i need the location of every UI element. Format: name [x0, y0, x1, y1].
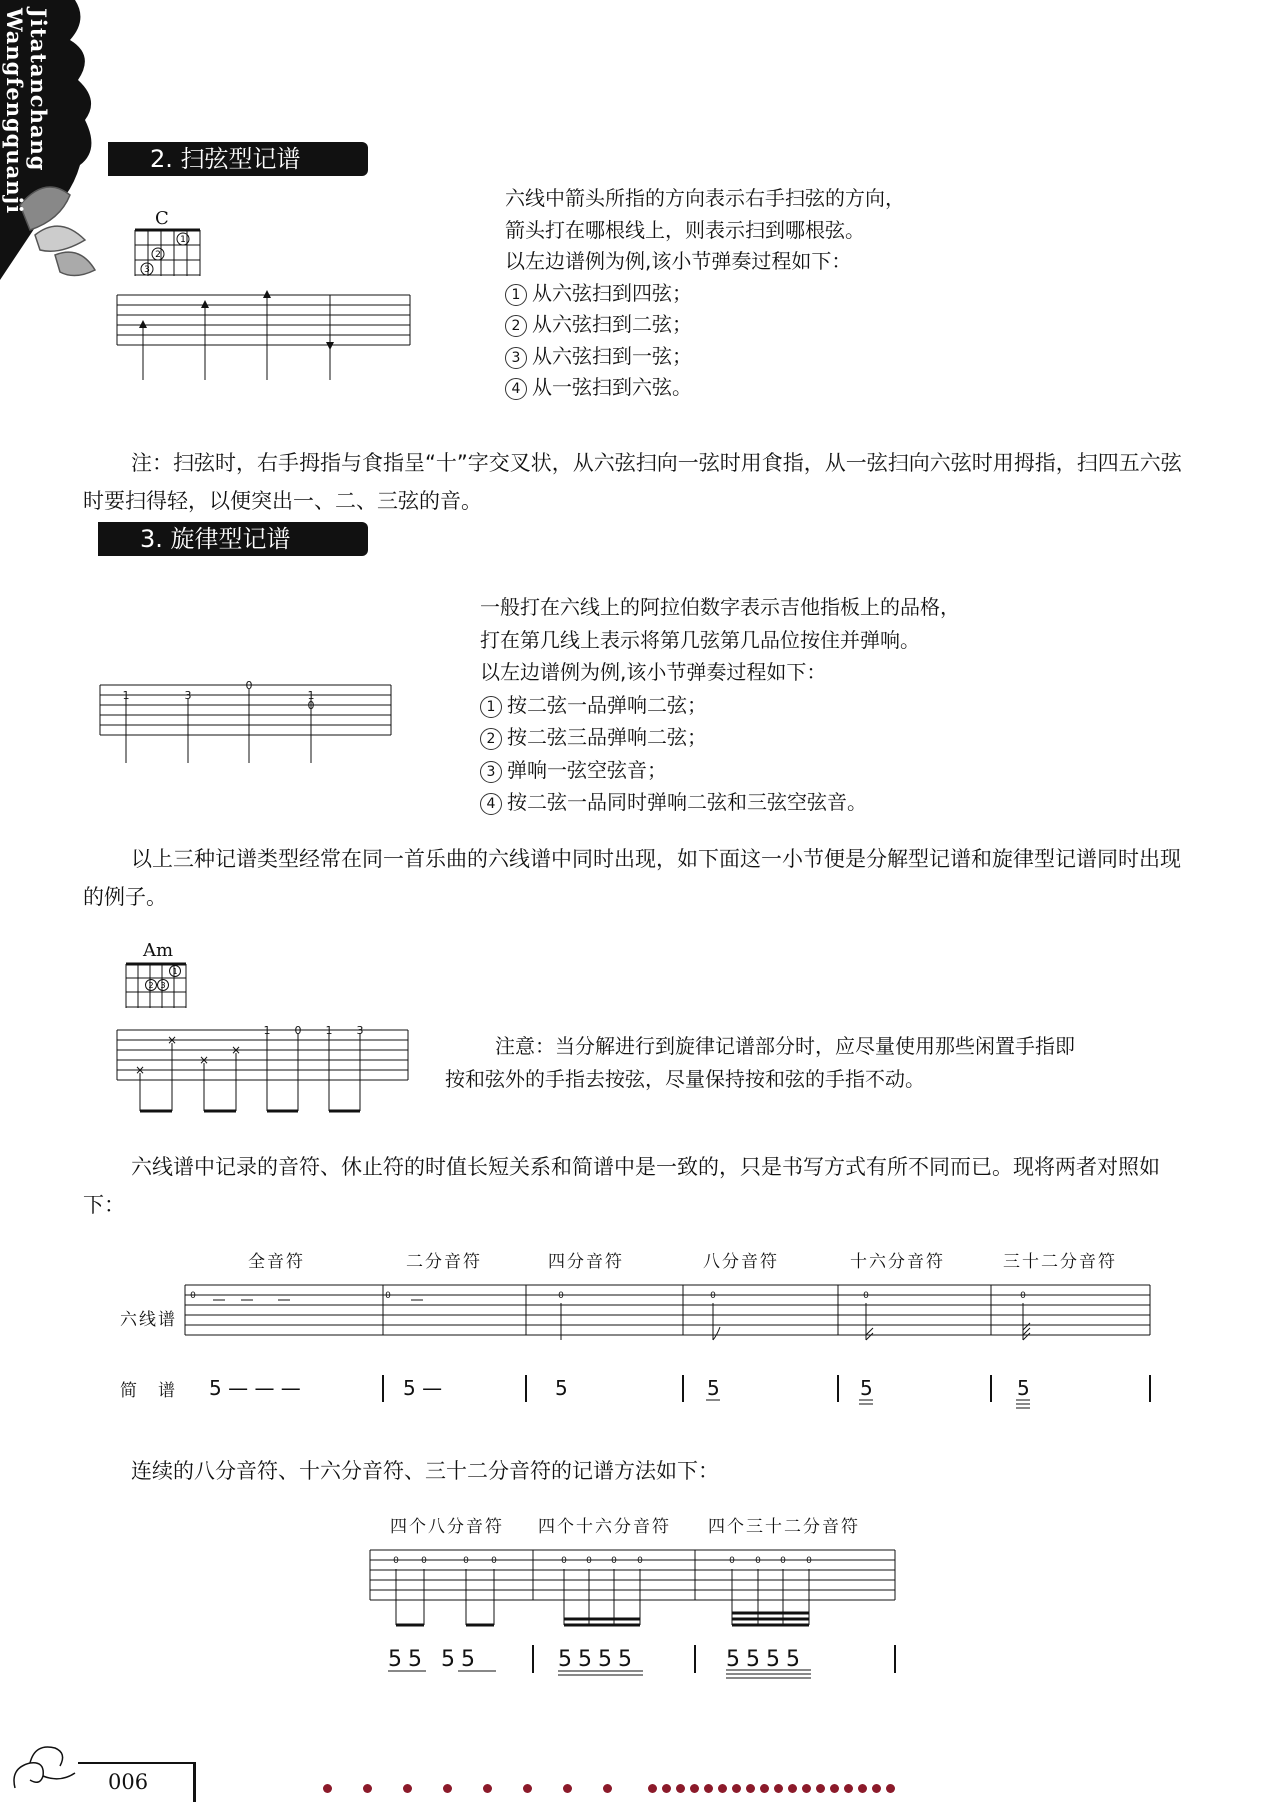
jianpu-sixteenth: 5 — [860, 1376, 873, 1400]
step-number: 1 — [505, 284, 527, 306]
svg-text:0: 0 — [558, 1291, 564, 1301]
strum-step — [505, 341, 1125, 373]
svg-text:0: 0 — [863, 1291, 869, 1301]
svg-text:×: × — [134, 1063, 146, 1077]
side-title — [2, 8, 50, 214]
svg-text:0: 0 — [491, 1556, 497, 1566]
tab-number: 1 — [307, 689, 315, 702]
svg-text:0: 0 — [637, 1556, 643, 1566]
step-number: 2 — [505, 315, 527, 337]
strum-explanation — [505, 183, 1125, 404]
tab-number: 0 — [245, 679, 253, 692]
footer-ornament — [5, 1728, 85, 1798]
combo-note-line-1: 注意：当分解进行到旋律记谱部分时，应尽量使用那些闲置手指即 — [495, 1034, 1075, 1058]
svg-text:×: × — [166, 1033, 178, 1047]
svg-text:1: 1 — [180, 235, 186, 245]
step-number: 2 — [480, 728, 502, 750]
svg-text:0: 0 — [190, 1291, 196, 1301]
label-whole-note: 全音符 — [248, 1252, 305, 1272]
combo-note — [445, 1030, 1205, 1096]
step-text: 按二弦一品弹响二弦； — [507, 692, 707, 717]
combo-para: 以上三种记谱类型经常在同一首乐曲的六线谱中同时出现，如下面这一小节便是分解型记谱和旋律型记谱同时出现的例子。 — [83, 847, 1181, 909]
step-text: 从六弦扫到四弦； — [532, 280, 692, 305]
svg-text:0: 0 — [710, 1291, 716, 1301]
step-text: 从六弦扫到二弦； — [532, 312, 692, 336]
svg-text:0: 0 — [421, 1556, 427, 1566]
tab-number: 1 — [325, 1025, 333, 1037]
tab-number: 1 — [263, 1025, 271, 1037]
jianpu-half: 5 — — [403, 1376, 443, 1400]
page-number-box — [78, 1762, 196, 1802]
step-number: 1 — [480, 696, 502, 718]
step-text: 按二弦一品同时弹响二弦和三弦空弦音。 — [507, 790, 867, 814]
svg-text:2: 2 — [155, 250, 161, 260]
step-number: 3 — [505, 347, 527, 369]
compare-para: 六线谱中记录的音符、休止符的时值长短关系和简谱中是一致的，只是书写方式有所不同而已。现将两者对照如下： — [83, 1155, 1160, 1217]
combo-tab — [115, 1025, 415, 1115]
melody-tab — [98, 677, 398, 767]
jianpu-four-thirtyseconds: 5555 — [726, 1647, 806, 1672]
jianpu-four-eighths: 55 55 — [388, 1647, 481, 1672]
svg-text:0: 0 — [463, 1556, 469, 1566]
svg-text:0: 0 — [393, 1556, 399, 1566]
svg-text:×: × — [230, 1043, 242, 1057]
jianpu-quarter: 5 — [555, 1376, 568, 1400]
strum-tab — [115, 290, 415, 385]
svg-text:0: 0 — [561, 1556, 567, 1566]
strum-line-2: 箭头打在哪根线上，则表示扫到哪根弦。 — [505, 217, 865, 242]
jianpu-eighth: 5 — [707, 1376, 720, 1400]
strum-step — [505, 372, 1125, 404]
strum-line-3: 以左边谱例为例,该小节弹奏过程如下： — [505, 249, 852, 273]
strum-step — [505, 278, 1125, 310]
step-text: 从六弦扫到一弦； — [532, 343, 692, 368]
chord-diagram-c — [130, 228, 205, 278]
melody-line-3: 以左边谱例为例,该小节弹奏过程如下： — [480, 660, 827, 684]
strum-line-1: 六线中箭头所指的方向表示右手扫弦的方向， — [505, 186, 905, 210]
step-number: 3 — [480, 761, 502, 783]
tab-number: 1 — [122, 689, 130, 702]
section-3-heading: 3. 旋律型记谱 — [98, 522, 368, 556]
label-four-thirtyseconds: 四个三十二分音符 — [708, 1517, 860, 1537]
melody-step — [480, 689, 1200, 722]
step-number: 4 — [505, 378, 527, 400]
combo-note-line-2: 按和弦外的手指去按弦，尽量保持按和弦的手指不动。 — [445, 1067, 925, 1091]
svg-text:0: 0 — [385, 1291, 391, 1301]
tab-number: 0 — [307, 699, 315, 712]
melody-step — [480, 754, 1200, 787]
svg-text:0: 0 — [586, 1556, 592, 1566]
melody-line-1: 一般打在六线上的阿拉伯数字表示吉他指板上的品格， — [480, 595, 960, 619]
jianpu-whole: 5 — — — — [209, 1376, 301, 1400]
chord-name-c: C — [155, 208, 169, 229]
melody-step — [480, 786, 1200, 819]
svg-text:0: 0 — [1020, 1291, 1026, 1301]
svg-text:0: 0 — [755, 1556, 761, 1566]
melody-explanation — [480, 591, 1200, 819]
label-quarter-note: 四分音符 — [548, 1252, 624, 1272]
page-number: 006 — [108, 1770, 149, 1794]
svg-text:0: 0 — [780, 1556, 786, 1566]
label-four-sixteenths: 四个十六分音符 — [538, 1517, 671, 1537]
label-half-note: 二分音符 — [406, 1252, 482, 1272]
footer-dots-dense — [648, 1778, 900, 1797]
tab-number: 0 — [294, 1025, 302, 1037]
continuous-para: 连续的八分音符、十六分音符、三十二分音符的记谱方法如下： — [131, 1459, 719, 1483]
step-text: 弹响一弦空弦音； — [507, 757, 667, 782]
svg-text:0: 0 — [806, 1556, 812, 1566]
melody-step — [480, 721, 1200, 754]
label-sixteenth-note: 十六分音符 — [850, 1252, 945, 1272]
chord-diagram-am — [123, 962, 193, 1012]
svg-text:3: 3 — [160, 981, 166, 990]
compare-staff — [183, 1280, 1153, 1410]
svg-text:1: 1 — [172, 967, 178, 976]
svg-text:0: 0 — [729, 1556, 735, 1566]
label-four-eighths: 四个八分音符 — [390, 1517, 504, 1537]
label-thirtysecond-note: 三十二分音符 — [1003, 1252, 1117, 1272]
footer-dots-sparse — [323, 1778, 643, 1797]
melody-line-2: 打在第几线上表示将第几弦第几品位按住并弹响。 — [480, 627, 920, 652]
row-label-jianpu: 简 谱 — [120, 1381, 177, 1401]
label-eighth-note: 八分音符 — [703, 1252, 779, 1272]
side-title-line2: Wangfengquanji — [2, 8, 27, 215]
strum-step — [505, 309, 1125, 341]
step-text: 从一弦扫到六弦。 — [532, 375, 692, 399]
svg-text:2: 2 — [148, 981, 154, 990]
svg-text:0: 0 — [611, 1556, 617, 1566]
row-label-tab: 六线谱 — [120, 1310, 177, 1330]
continuous-staff — [368, 1545, 903, 1680]
jianpu-four-sixteenths: 5555 — [558, 1647, 638, 1672]
tab-number: 3 — [184, 689, 192, 702]
step-text: 按二弦三品弹响二弦； — [507, 725, 707, 749]
step-number: 4 — [480, 793, 502, 815]
chord-name-am: Am — [143, 940, 174, 961]
svg-text:×: × — [198, 1053, 210, 1067]
strum-note: 注：扫弦时，右手拇指与食指呈“十”字交叉状，从六弦扫向一弦时用食指，从一弦扫向六弦时用拇指，扫四五六弦时要扫得轻，以便突出一、二、三弦的音。 — [83, 451, 1182, 513]
side-title-line1: Jitatanchang — [26, 8, 51, 172]
section-2-heading: 2. 扫弦型记谱 — [108, 142, 368, 176]
jianpu-thirtysecond: 5 — [1017, 1376, 1030, 1400]
svg-text:3: 3 — [144, 265, 150, 275]
tab-number: 3 — [356, 1025, 364, 1037]
